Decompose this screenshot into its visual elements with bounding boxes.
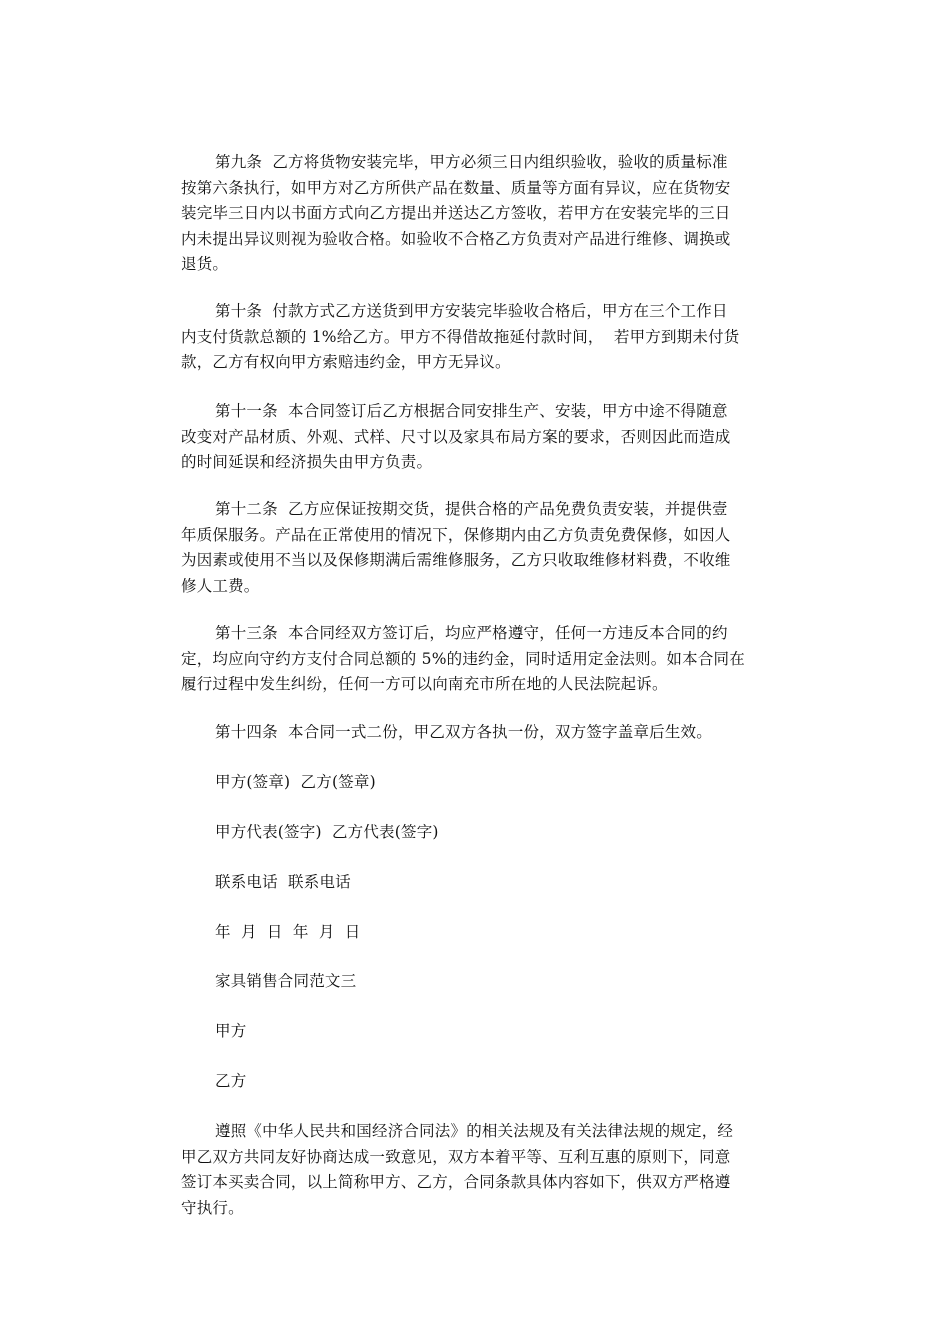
text-line: 甲乙双方共同友好协商达成一致意见，双方本着平等、互利互惠的原则下，同意 <box>181 1147 731 1166</box>
paragraph-article-14 <box>181 720 771 746</box>
signature-phone-line <box>181 870 771 896</box>
text-line: 甲方代表(签字) 乙方代表(签字) <box>215 823 439 841</box>
text-line: 按第六条执行，如甲方对乙方所供产品在数量、质量等方面有异议，应在货物安 <box>181 178 731 197</box>
text-line: 遵照《中华人民共和国经济合同法》的相关法规及有关法律法规的规定，经 <box>215 1122 734 1140</box>
paragraph-article-11 <box>181 399 771 476</box>
text-line: 乙方 <box>215 1072 247 1090</box>
signature-date-line <box>181 920 771 946</box>
text-line: 内支付货款总额的 1%给乙方。甲方不得借故拖延付款时间， 若甲方到期未付货 <box>181 327 740 346</box>
text-line: 第十条 付款方式乙方送货到甲方安装完毕验收合格后，甲方在三个工作日 <box>215 302 728 320</box>
text-line: 款，乙方有权向甲方索赔违约金，甲方无异议。 <box>181 353 511 372</box>
text-line: 修人工费。 <box>181 576 260 595</box>
text-line: 年质保服务。产品在正常使用的情况下，保修期内由乙方负责免费保修，如因人 <box>181 525 731 544</box>
text-line: 退货。 <box>181 255 229 274</box>
paragraph-article-9 <box>181 150 771 278</box>
paragraph-article-12 <box>181 497 771 599</box>
text-line: 年 月 日 年 月 日 <box>215 923 361 941</box>
text-line: 第十三条 本合同经双方签订后，均应严格遵守，任何一方违反本合同的约 <box>215 624 728 642</box>
signature-seal-line <box>181 770 771 796</box>
text-line: 签订本买卖合同，以上简称甲方、乙方，合同条款具体内容如下，供双方严格遵 <box>181 1173 731 1192</box>
text-line: 为因素或使用不当以及保修期满后需维修服务，乙方只收取维修材料费，不收维 <box>181 551 731 570</box>
text-line: 定，均应向守约方支付合同总额的 5%的违约金，同时适用定金法则。如本合同在 <box>181 649 745 668</box>
text-line: 第十二条 乙方应保证按期交货，提供合格的产品免费负责安装，并提供壹 <box>215 500 728 518</box>
party-a-line <box>181 1019 771 1045</box>
text-line: 内未提出异议则视为验收合格。如验收不合格乙方负责对产品进行维修、调换或 <box>181 229 731 248</box>
section-title <box>181 969 771 995</box>
text-line: 装完毕三日内以书面方式向乙方提出并送达乙方签收，若甲方在安装完毕的三日 <box>181 204 731 223</box>
paragraph-article-10 <box>181 299 771 376</box>
text-line: 第十一条 本合同签订后乙方根据合同安排生产、安装，甲方中途不得随意 <box>215 402 728 420</box>
text-line: 第九条 乙方将货物安装完毕，甲方必须三日内组织验收，验收的质量标准 <box>215 153 728 171</box>
text-line: 的时间延误和经济损失由甲方负责。 <box>181 453 433 472</box>
party-b-line <box>181 1069 771 1095</box>
text-line: 联系电话 联系电话 <box>215 873 351 891</box>
text-line: 第十四条 本合同一式二份，甲乙双方各执一份，双方签字盖章后生效。 <box>215 723 712 741</box>
paragraph-article-13 <box>181 621 771 698</box>
text-line: 家具销售合同范文三 <box>215 972 357 990</box>
paragraph-preamble <box>181 1119 771 1221</box>
text-line: 改变对产品材质、外观、式样、尺寸以及家具布局方案的要求，否则因此而造成 <box>181 427 731 446</box>
signature-representative-line <box>181 820 771 846</box>
text-line: 甲方 <box>215 1022 247 1040</box>
text-line: 守执行。 <box>181 1198 244 1217</box>
text-line: 履行过程中发生纠纷，任何一方可以向南充市所在地的人民法院起诉。 <box>181 675 668 694</box>
text-line: 甲方(签章) 乙方(签章) <box>215 773 376 791</box>
